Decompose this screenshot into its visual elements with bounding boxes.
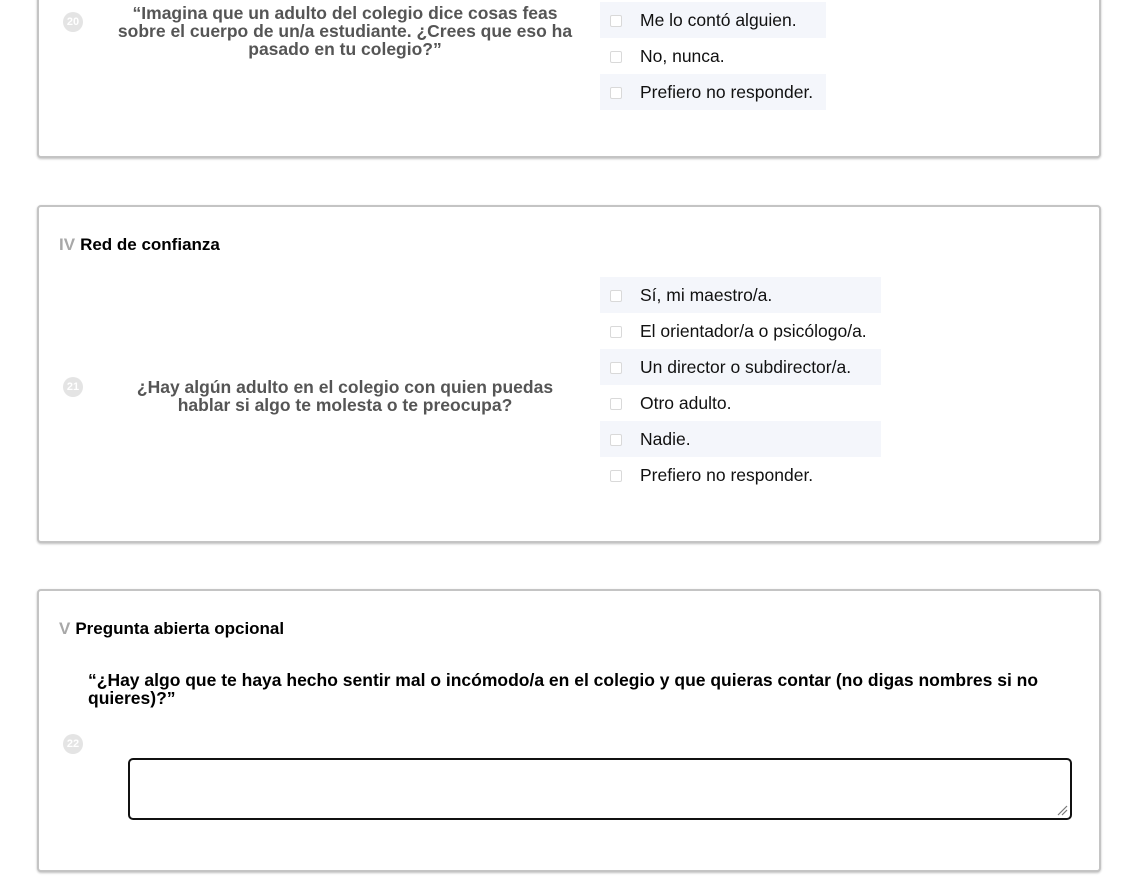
checkbox[interactable] (610, 290, 622, 302)
section-number: IV (59, 235, 76, 254)
option-director[interactable] (600, 349, 881, 385)
question-number-badge: 20 (63, 12, 83, 32)
checkbox[interactable] (610, 51, 622, 63)
option-label: No, nunca. (640, 45, 725, 66)
section-title (59, 235, 220, 255)
question-text: “Imagina que un adulto del colegio dice cosas feas sobre el cuerpo de un/a estudiante. ¿Crees que eso ha pasado en tu colegio?” (117, 3, 573, 59)
checkbox[interactable] (610, 362, 622, 374)
question-text: ¿Hay algún adulto en el colegio con quien puedas hablar si algo te molesta o te preocupa? (136, 377, 554, 415)
checkbox[interactable] (610, 87, 622, 99)
section-title-text: Red de confianza (80, 235, 220, 254)
question-number-badge: 22 (63, 734, 83, 754)
option-me-lo-conto[interactable] (600, 2, 826, 38)
option-label: Sí, mi maestro/a. (640, 284, 773, 305)
checkbox[interactable] (610, 398, 622, 410)
section-title (59, 619, 284, 639)
section-pregunta-abierta (37, 589, 1101, 872)
checkbox[interactable] (610, 326, 622, 338)
resize-handle-icon[interactable] (1056, 804, 1068, 816)
option-label: Otro adulto. (640, 392, 732, 413)
option-mi-maestro[interactable] (600, 277, 881, 313)
checkbox[interactable] (610, 434, 622, 446)
option-label: Un director o subdirector/a. (640, 356, 852, 377)
section-number: V (59, 619, 71, 638)
options-group (600, 2, 826, 110)
question-number-badge: 21 (63, 377, 83, 397)
answer-textarea[interactable] (128, 758, 1072, 820)
question-panel-20 (37, 0, 1101, 158)
option-orientador[interactable] (600, 313, 881, 349)
checkbox[interactable] (610, 15, 622, 27)
section-title-text: Pregunta abierta opcional (75, 619, 285, 638)
option-nadie[interactable] (600, 421, 881, 457)
question-text: “¿Hay algo que te haya hecho sentir mal o incómodo/a en el colegio y que quieras contar (no digas nombres si no quieres)?” (88, 670, 1039, 708)
option-label: Me lo contó alguien. (640, 9, 797, 30)
option-prefiero-no-responder[interactable] (600, 74, 826, 110)
option-label: Prefiero no responder. (640, 464, 814, 485)
option-label: Prefiero no responder. (640, 81, 814, 102)
option-label: El orientador/a o psicólogo/a. (640, 320, 867, 341)
options-group (600, 277, 881, 493)
section-red-de-confianza (37, 205, 1101, 543)
option-prefiero-no-responder[interactable] (600, 457, 881, 493)
option-label: Nadie. (640, 428, 691, 449)
option-otro-adulto[interactable] (600, 385, 881, 421)
option-no-nunca[interactable] (600, 38, 826, 74)
checkbox[interactable] (610, 470, 622, 482)
